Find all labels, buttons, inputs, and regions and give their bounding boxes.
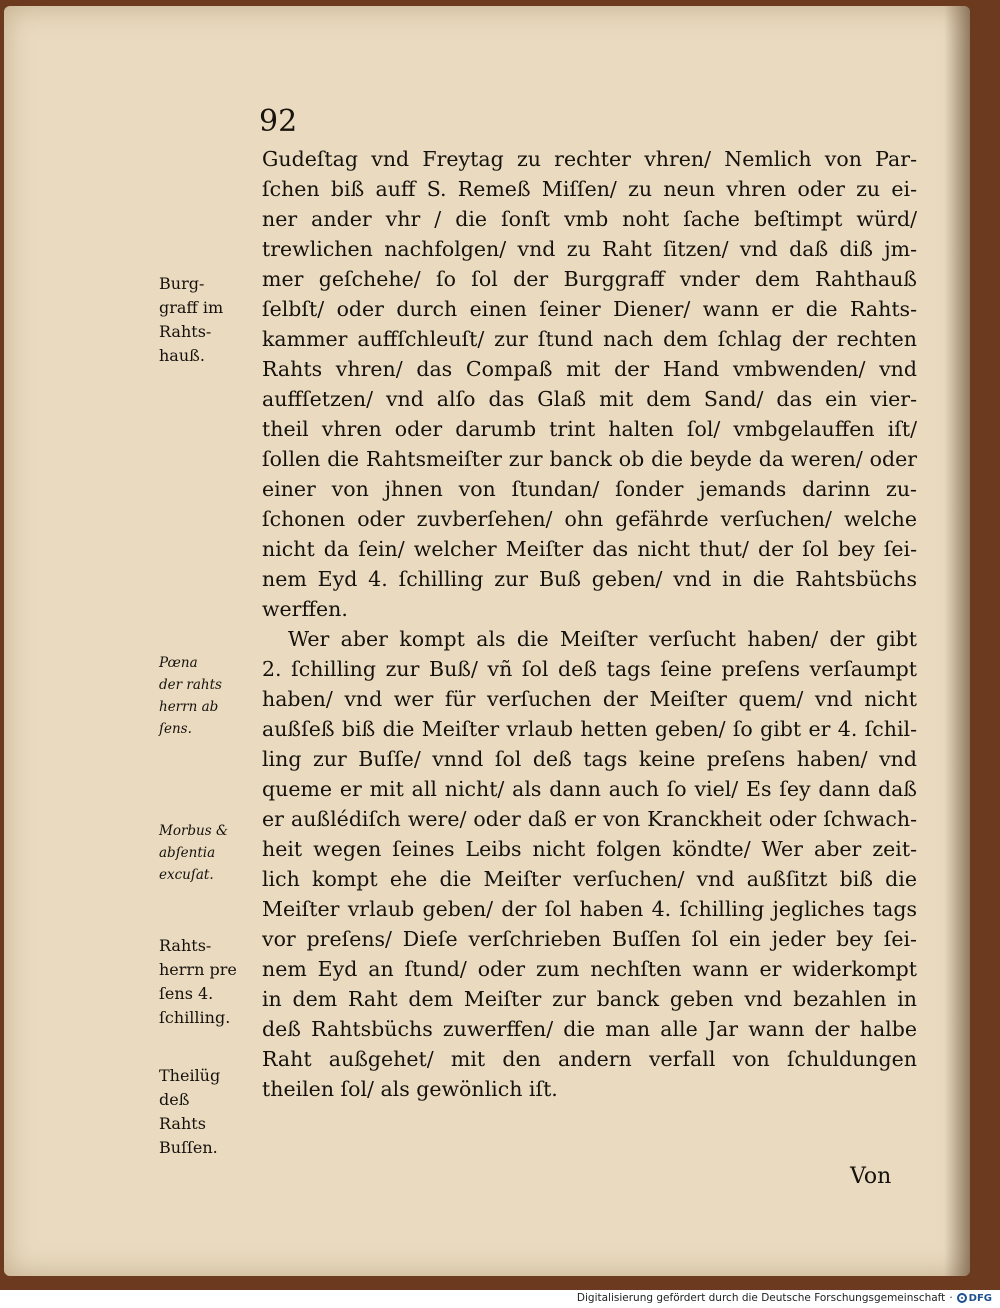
text-line: kammer auffſchleuſt/ zur ſtund nach dem ſchlag der rechten <box>262 327 917 351</box>
margin-note-line: Pœna <box>159 655 198 671</box>
footer-credit <box>577 1292 992 1304</box>
text-line: heit wegen ſeines Leibs nicht folgen köndte/ Wer aber zeit- <box>262 837 917 861</box>
margin-note <box>159 1064 255 1160</box>
catchword: Von <box>850 1164 892 1189</box>
text-line: außſeß biß die Meiſter vrlaub hetten geben/ ſo gibt er 4. ſchil- <box>262 717 917 741</box>
text-line: lich kompt ehe die Meiſter verſuchen/ vnd außſitzt biß die <box>262 867 917 891</box>
text-line: ſollen die Rahtsmeiſter zur banck ob die beyde da weren/ oder <box>262 447 917 471</box>
margin-note-line: Theilüg <box>159 1066 221 1085</box>
margin-note-line: Buſſen. <box>159 1138 218 1157</box>
margin-note-line: ſens 4. <box>159 984 214 1003</box>
text-line: Raht außgehet/ mit den andern verfall von ſchuldungen <box>262 1047 917 1071</box>
text-line: werffen. <box>262 597 348 621</box>
margin-note-line: excuſat. <box>159 867 214 883</box>
text-line: ſelbſt/ oder durch einen ſeiner Diener/ wann er die Rahts- <box>262 297 917 321</box>
margin-note-line: Morbus & <box>159 823 228 839</box>
text-line: ſchonen oder zuvberſehen/ ohn gefährde verſuchen/ welche <box>262 507 917 531</box>
text-line: queme er mit all nicht/ als dann auch ſo viel/ Es ſey dann daß <box>262 777 917 801</box>
margin-note-line: ſchilling. <box>159 1008 231 1027</box>
text-line: nicht da ſein/ welcher Meiſter das nicht thut/ der ſol bey ſei- <box>262 537 917 561</box>
text-line: nem Eyd 4. ſchilling zur Buß geben/ vnd in die Rahtsbüchs <box>262 567 917 591</box>
text-line: vor preſens/ Dieſe verſchrieben Buſſen ſol ein jeder bey ſei- <box>262 927 917 951</box>
margin-note <box>159 820 255 886</box>
text-line: einer von jhnen von ſtundan/ ſonder jemands darinn zu- <box>262 477 917 501</box>
text-line: Gudeſtag vnd Freytag zu rechter vhren/ Nemlich von Par- <box>262 147 917 171</box>
text-line: Wer aber kompt als die Meiſter verſucht haben/ der gibt <box>288 627 917 651</box>
text-line: 2. ſchilling zur Buß/ vñ ſol deß tags ſeine preſens verſaumpt <box>262 657 917 681</box>
margin-note <box>159 272 255 368</box>
text-line: er außlédiſch were/ oder daß er von Kranckheit oder ſchwach- <box>262 807 917 831</box>
margin-note <box>159 652 255 740</box>
text-line: theilen ſol/ als gewönlich iſt. <box>262 1077 558 1101</box>
text-line: trewlichen nachfolgen/ vnd zu Raht ſitzen/ vnd daß diß jm- <box>262 237 917 261</box>
dfg-logo-icon <box>957 1293 967 1303</box>
separator-dot: · <box>949 1292 953 1304</box>
text-line: Meiſter vrlaub geben/ der ſol haben 4. ſchilling jegliches tags <box>262 897 917 921</box>
margin-note-line: abſentia <box>159 845 216 861</box>
margin-note-line: herrn ab <box>159 699 219 715</box>
text-line: ling zur Buſſe/ vnnd ſol deß tags keine preſens haben/ vnd <box>262 747 917 771</box>
funding-credit-text: Digitalisierung gefördert durch die Deutsche Forschungsgemeinschaft <box>576 1292 946 1304</box>
text-line: haben/ vnd wer für verſuchen der Meiſter quem/ vnd nicht <box>262 687 917 711</box>
text-line: auffſetzen/ vnd alſo das Glaß mit dem Sand/ das ein vier- <box>262 387 917 411</box>
margin-note-line: Rahts- <box>159 936 212 955</box>
dfg-logo <box>957 1293 992 1304</box>
margin-note-line: ſens. <box>159 721 192 737</box>
margin-note-line: hauß. <box>159 346 205 365</box>
margin-note <box>159 934 255 1030</box>
margin-note-line: herrn pre <box>159 960 237 979</box>
text-line: in dem Raht dem Meiſter zur banck geben vnd bezahlen in <box>262 987 917 1011</box>
margin-note-line: Rahts- <box>159 322 212 341</box>
text-line: theil vhren oder darumb trint halten ſol/ vmbgelauffen iſt/ <box>262 417 917 441</box>
page-number: 92 <box>259 104 298 139</box>
margin-note-line: der rahts <box>159 677 222 693</box>
text-line: ner ander vhr / die ſonſt vmb noht ſache beſtimpt würd/ <box>262 207 917 231</box>
margin-note-line: deß <box>159 1090 190 1109</box>
margin-note-line: Rahts <box>159 1114 206 1133</box>
book-page <box>4 6 970 1276</box>
margin-note-line: Burg- <box>159 274 205 293</box>
text-line: Rahts vhren/ das Compaß mit der Hand vmbwenden/ vnd <box>262 357 917 381</box>
body-text <box>4 6 970 1276</box>
dfg-logo-text: DFG <box>968 1292 992 1304</box>
text-line: nem Eyd an ſtund/ oder zum nechſten wann er widerkompt <box>262 957 917 981</box>
text-line: deß Rahtsbüchs zuwerffen/ die man alle Jar wann der halbe <box>262 1017 917 1041</box>
text-line: mer geſchehe/ ſo ſol der Burggraff vnder dem Rahthauß <box>262 267 917 291</box>
margin-note-line: graff im <box>159 298 224 317</box>
text-line: ſchen biß auff S. Remeß Miſſen/ zu neun vhren oder zu ei- <box>262 177 917 201</box>
